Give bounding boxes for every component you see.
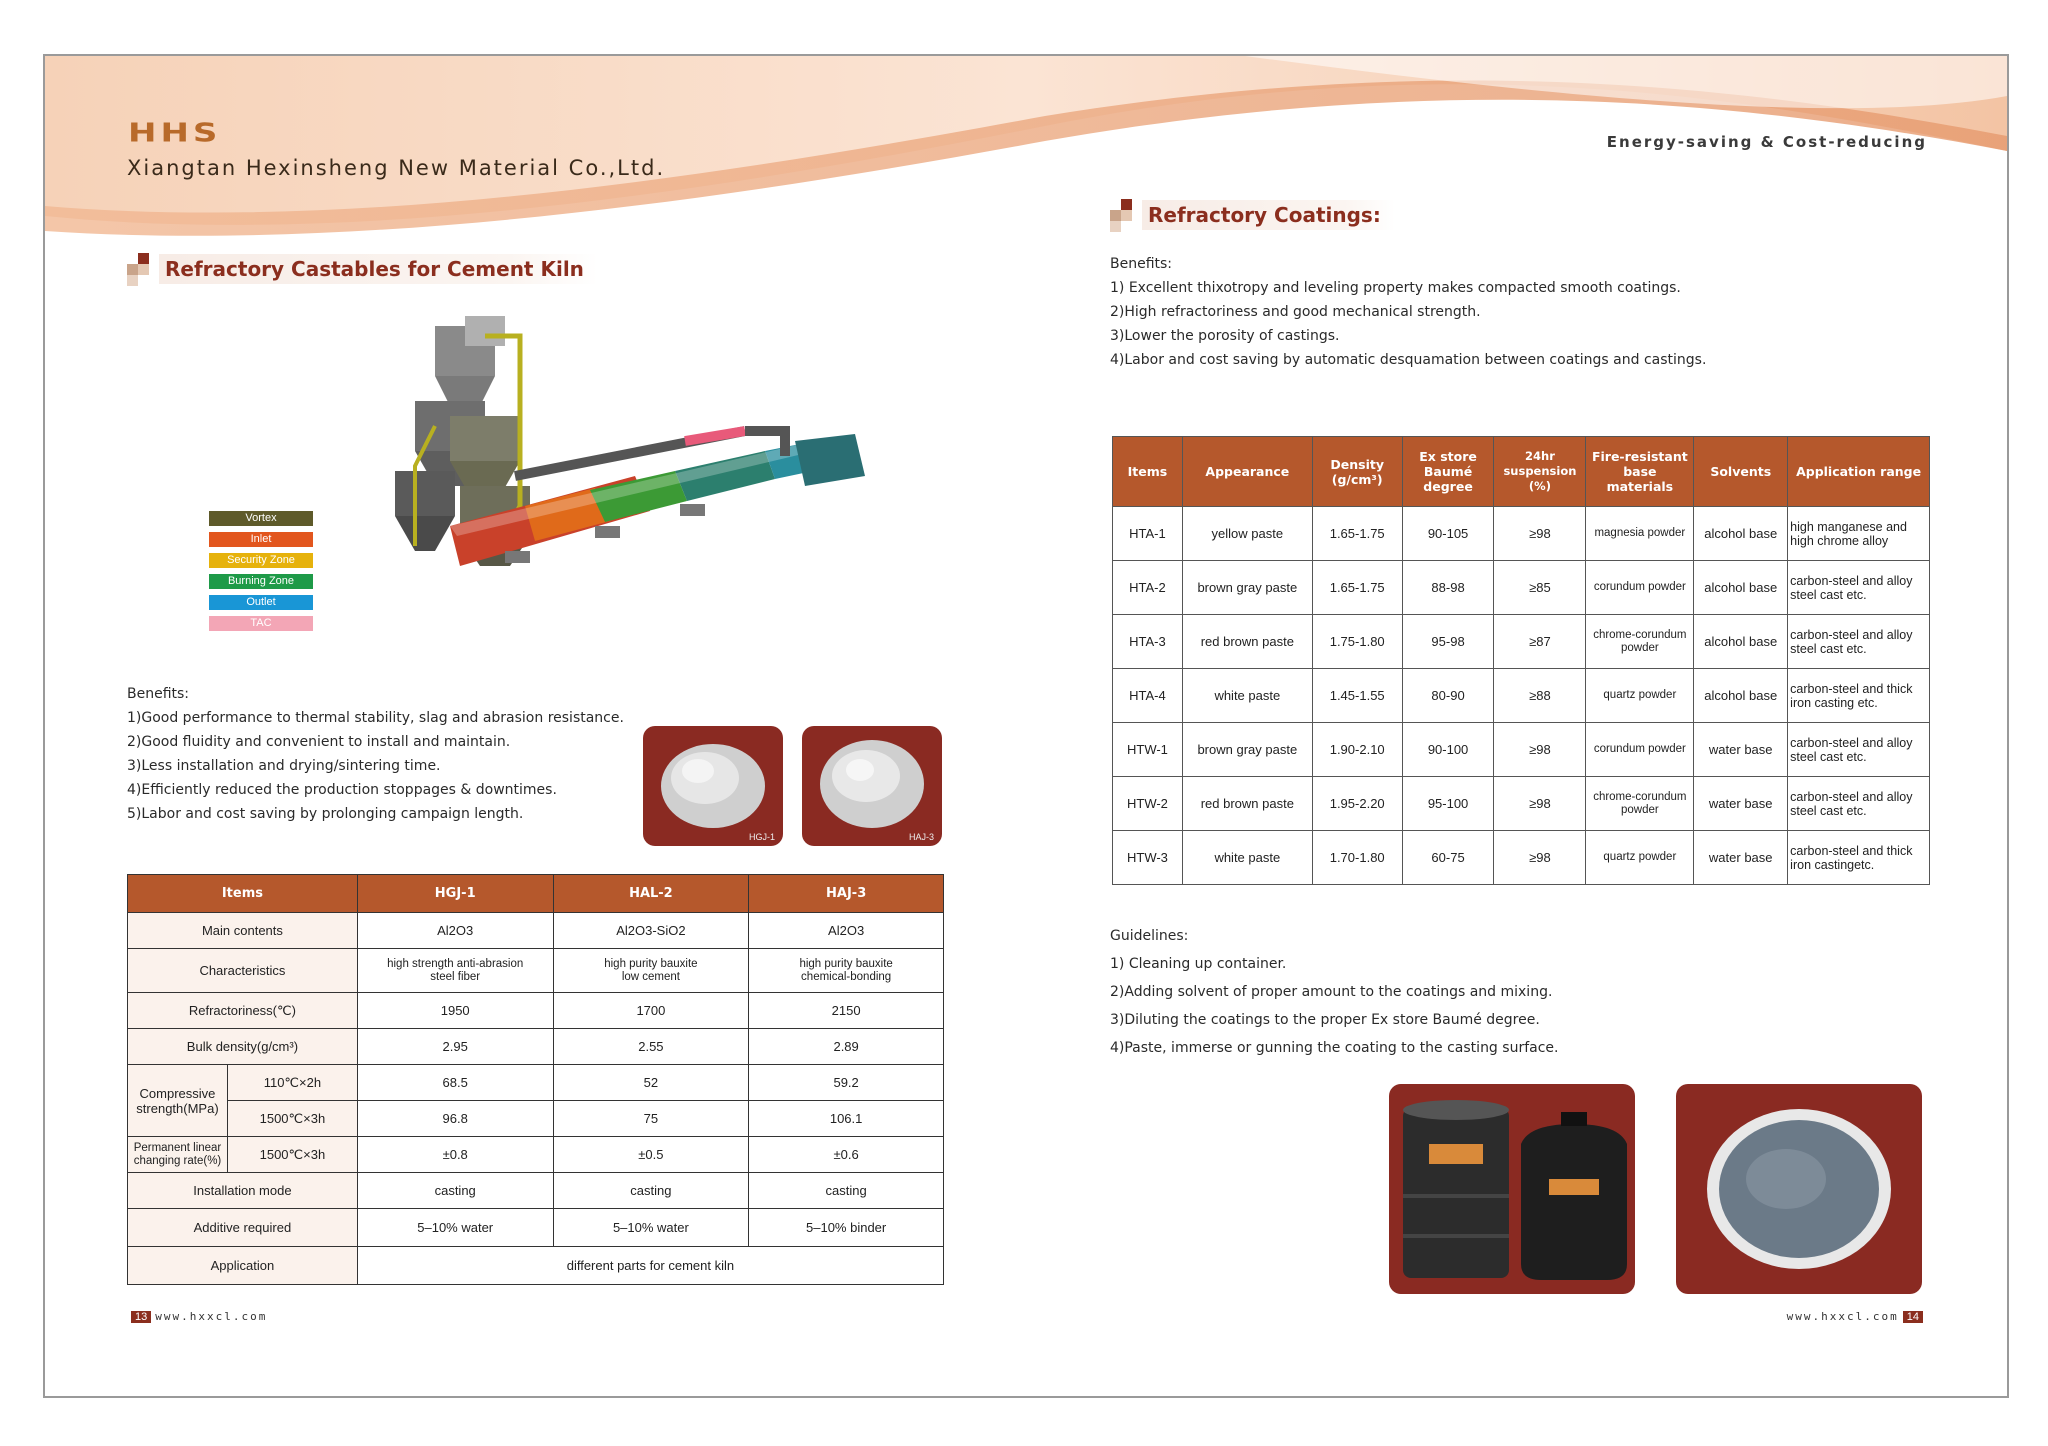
cell-item: HTW-2 xyxy=(1113,777,1183,831)
section-marker-icon xyxy=(127,252,149,286)
cell: ±0.8 xyxy=(357,1137,553,1173)
cell-item: HTA-4 xyxy=(1113,669,1183,723)
cell-solvent: water base xyxy=(1694,723,1788,777)
footer-url: www.hxxcl.com xyxy=(1786,1310,1899,1323)
cell: casting xyxy=(749,1173,944,1209)
cell-appearance: red brown paste xyxy=(1182,777,1312,831)
table-row xyxy=(1113,831,1930,885)
row-label: Permanent linear changing rate(%) xyxy=(128,1137,228,1173)
cell xyxy=(357,949,553,993)
cell-density: 1.65-1.75 xyxy=(1312,507,1402,561)
cell-baume: 80-90 xyxy=(1402,669,1494,723)
right-benefits xyxy=(1110,252,1706,372)
th-baume: Ex store Baumé degree xyxy=(1402,437,1494,507)
benefit-item: 1)Good performance to thermal stability, slag and abrasion resistance. xyxy=(127,710,624,726)
row-label: Application xyxy=(128,1247,358,1285)
section-marker-icon xyxy=(1110,198,1132,232)
cell-suspension: ≥87 xyxy=(1494,615,1586,669)
table-row xyxy=(1113,669,1930,723)
cell-suspension: ≥98 xyxy=(1494,507,1586,561)
cell-line: chemical-bonding xyxy=(801,970,892,983)
cell: 5–10% binder xyxy=(749,1209,944,1247)
benefit-item: 3)Less installation and drying/sintering time. xyxy=(127,758,441,774)
row-label: Characteristics xyxy=(128,949,358,993)
cell: 5–10% water xyxy=(553,1209,749,1247)
cell: ±0.5 xyxy=(553,1137,749,1173)
cell: 2.55 xyxy=(553,1029,749,1065)
legend-inlet: Inlet xyxy=(209,532,313,547)
cell-line: low cement xyxy=(621,970,680,983)
cell-line: high purity bauxite xyxy=(604,957,698,970)
guideline-item: 1) Cleaning up container. xyxy=(1110,956,1287,972)
cell-application: carbon-steel and thick iron casting etc. xyxy=(1788,669,1930,723)
cell: 75 xyxy=(553,1101,749,1137)
cell-line: high purity bauxite xyxy=(799,957,893,970)
cell-suspension: ≥85 xyxy=(1494,561,1586,615)
product-drums-photo xyxy=(1389,1084,1635,1294)
coating-bucket-photo xyxy=(1676,1084,1922,1294)
company-logo: HHS xyxy=(128,118,222,148)
cell-base-material: chrome-corundum powder xyxy=(1586,615,1694,669)
guideline-item: 2)Adding solvent of proper amount to the coatings and mixing. xyxy=(1110,984,1553,1000)
cell-solvent: alcohol base xyxy=(1694,669,1788,723)
cell-density: 1.45-1.55 xyxy=(1312,669,1402,723)
cell-baume: 60-75 xyxy=(1402,831,1494,885)
cell-solvent: water base xyxy=(1694,831,1788,885)
cell-line: steel fiber xyxy=(430,970,481,983)
th-base-materials: Fire-resistant base materials xyxy=(1586,437,1694,507)
coatings-table xyxy=(1112,436,1930,885)
page-number: 13 xyxy=(131,1311,151,1323)
th-hgj1: HGJ-1 xyxy=(357,875,553,913)
table-row xyxy=(1113,723,1930,777)
cell-item: HTA-3 xyxy=(1113,615,1183,669)
cell-density: 1.75-1.80 xyxy=(1312,615,1402,669)
sample-label: HGJ-1 xyxy=(748,832,775,842)
cell-appearance: brown gray paste xyxy=(1182,561,1312,615)
cell: 5–10% water xyxy=(357,1209,553,1247)
condition: 110℃×2h xyxy=(227,1065,357,1101)
table-row xyxy=(1113,615,1930,669)
legend-vortex: Vortex xyxy=(209,511,313,526)
table-row xyxy=(1113,561,1930,615)
cell-baume: 95-98 xyxy=(1402,615,1494,669)
footer-url: www.hxxcl.com xyxy=(155,1310,268,1323)
brochure-spread xyxy=(43,54,2009,1398)
left-footer xyxy=(127,1310,267,1323)
row-label: Bulk density(g/cm³) xyxy=(128,1029,358,1065)
cell-application: carbon-steel and alloy steel cast etc. xyxy=(1788,561,1930,615)
cell: Al2O3 xyxy=(749,913,944,949)
cell-solvent: alcohol base xyxy=(1694,561,1788,615)
cell-density: 1.95-2.20 xyxy=(1312,777,1402,831)
benefit-item: 2)High refractoriness and good mechanical strength. xyxy=(1110,304,1481,320)
cell: 68.5 xyxy=(357,1065,553,1101)
cell-line: high strength anti-abrasion xyxy=(387,957,524,970)
guideline-item: 3)Diluting the coatings to the proper Ex store Baumé degree. xyxy=(1110,1012,1540,1028)
sample-photo-haj3 xyxy=(802,726,942,846)
cell: 1950 xyxy=(357,993,553,1029)
table-row xyxy=(1113,777,1930,831)
cell-appearance: brown gray paste xyxy=(1182,723,1312,777)
row-label: Refractoriness(℃) xyxy=(128,993,358,1029)
row-label: Additive required xyxy=(128,1209,358,1247)
th-density: Density (g/cm³) xyxy=(1312,437,1402,507)
cell-base-material: quartz powder xyxy=(1586,669,1694,723)
th-solvents: Solvents xyxy=(1694,437,1788,507)
cell-solvent: alcohol base xyxy=(1694,615,1788,669)
benefit-item: 3)Lower the porosity of castings. xyxy=(1110,328,1340,344)
benefits-heading: Benefits: xyxy=(127,686,190,702)
cell-item: HTW-3 xyxy=(1113,831,1183,885)
cell-item: HTA-2 xyxy=(1113,561,1183,615)
cell: ±0.6 xyxy=(749,1137,944,1173)
company-name: Xiangtan Hexinsheng New Material Co.,Ltd. xyxy=(127,156,666,180)
right-section-title xyxy=(1110,198,1395,232)
th-hal2: HAL-2 xyxy=(553,875,749,913)
legend-security-zone: Security Zone xyxy=(209,553,313,568)
cell-suspension: ≥98 xyxy=(1494,777,1586,831)
left-section-title xyxy=(127,252,598,286)
legend-outlet: Outlet xyxy=(209,595,313,610)
cell-suspension: ≥98 xyxy=(1494,831,1586,885)
cell-appearance: white paste xyxy=(1182,669,1312,723)
cell-application: carbon-steel and alloy steel cast etc. xyxy=(1788,777,1930,831)
th-haj3: HAJ-3 xyxy=(749,875,944,913)
cell-item: HTA-1 xyxy=(1113,507,1183,561)
cell-base-material: corundum powder xyxy=(1586,723,1694,777)
guidelines-heading: Guidelines: xyxy=(1110,928,1189,944)
benefit-item: 4)Efficiently reduced the production stoppages & downtimes. xyxy=(127,782,557,798)
cell: 52 xyxy=(553,1065,749,1101)
th-suspension: 24hr suspension (%) xyxy=(1494,437,1586,507)
cell-solvent: water base xyxy=(1694,777,1788,831)
cell: 2.89 xyxy=(749,1029,944,1065)
legend-tac: TAC xyxy=(209,616,313,631)
right-footer xyxy=(1787,1310,1927,1323)
right-section-title-text: Refractory Coatings: xyxy=(1142,200,1395,230)
row-label: Installation mode xyxy=(128,1173,358,1209)
cell-appearance: red brown paste xyxy=(1182,615,1312,669)
table-row xyxy=(1113,507,1930,561)
cell-baume: 90-105 xyxy=(1402,507,1494,561)
th-application: Application range xyxy=(1788,437,1930,507)
cell-base-material: corundum powder xyxy=(1586,561,1694,615)
cell-density: 1.65-1.75 xyxy=(1312,561,1402,615)
cell-density: 1.90-2.10 xyxy=(1312,723,1402,777)
cell: 2150 xyxy=(749,993,944,1029)
cell-application: carbon-steel and alloy steel cast etc. xyxy=(1788,723,1930,777)
cell xyxy=(553,949,749,993)
cell-baume: 95-100 xyxy=(1402,777,1494,831)
left-benefits xyxy=(127,682,624,826)
th-items: Items xyxy=(1113,437,1183,507)
cell-suspension: ≥98 xyxy=(1494,723,1586,777)
cell-base-material: magnesia powder xyxy=(1586,507,1694,561)
sample-label: HAJ-3 xyxy=(908,832,934,842)
cell-solvent: alcohol base xyxy=(1694,507,1788,561)
cell: Al2O3 xyxy=(357,913,553,949)
cell-application: carbon-steel and thick iron castingetc. xyxy=(1788,831,1930,885)
condition: 1500℃×3h xyxy=(227,1137,357,1173)
legend-burning-zone: Burning Zone xyxy=(209,574,313,589)
cell: casting xyxy=(553,1173,749,1209)
cell xyxy=(749,949,944,993)
th-items: Items xyxy=(128,875,358,913)
th-appearance: Appearance xyxy=(1182,437,1312,507)
cell-suspension: ≥88 xyxy=(1494,669,1586,723)
cell: 96.8 xyxy=(357,1101,553,1137)
cell-density: 1.70-1.80 xyxy=(1312,831,1402,885)
cell-appearance: yellow paste xyxy=(1182,507,1312,561)
cement-kiln-diagram xyxy=(375,306,875,606)
cell-application: high manganese and high chrome alloy xyxy=(1788,507,1930,561)
guidelines xyxy=(1110,922,1558,1062)
cell: 2.95 xyxy=(357,1029,553,1065)
benefit-item: 1) Excellent thixotropy and leveling property makes compacted smooth coatings. xyxy=(1110,280,1681,296)
left-section-title-text: Refractory Castables for Cement Kiln xyxy=(159,254,598,284)
coatings-header-row xyxy=(1113,437,1930,507)
benefit-item: 5)Labor and cost saving by prolonging campaign length. xyxy=(127,806,524,822)
guideline-item: 4)Paste, immerse or gunning the coating to the casting surface. xyxy=(1110,1040,1559,1056)
row-label: Main contents xyxy=(128,913,358,949)
sample-photo-hgj1 xyxy=(643,726,783,846)
condition: 1500℃×3h xyxy=(227,1101,357,1137)
tagline: Energy-saving & Cost-reducing xyxy=(1606,133,1927,151)
cell-baume: 88-98 xyxy=(1402,561,1494,615)
cell: 59.2 xyxy=(749,1065,944,1101)
cell-baume: 90-100 xyxy=(1402,723,1494,777)
cell: Al2O3-SiO2 xyxy=(553,913,749,949)
cell: casting xyxy=(357,1173,553,1209)
coatings-body xyxy=(1113,507,1930,885)
cell-application: carbon-steel and alloy steel cast etc. xyxy=(1788,615,1930,669)
cell-base-material: quartz powder xyxy=(1586,831,1694,885)
cell-item: HTW-1 xyxy=(1113,723,1183,777)
cell: 1700 xyxy=(553,993,749,1029)
benefit-item: 2)Good fluidity and convenient to install and maintain. xyxy=(127,734,511,750)
cell: different parts for cement kiln xyxy=(357,1247,943,1285)
cell-base-material: chrome-corundum powder xyxy=(1586,777,1694,831)
benefits-heading: Benefits: xyxy=(1110,256,1173,272)
page-number: 14 xyxy=(1903,1311,1923,1323)
cell: 106.1 xyxy=(749,1101,944,1137)
row-label: Compressive strength(MPa) xyxy=(128,1065,228,1137)
cell-appearance: white paste xyxy=(1182,831,1312,885)
benefit-item: 4)Labor and cost saving by automatic desquamation between coatings and castings. xyxy=(1110,352,1707,368)
castables-table xyxy=(127,874,944,1285)
